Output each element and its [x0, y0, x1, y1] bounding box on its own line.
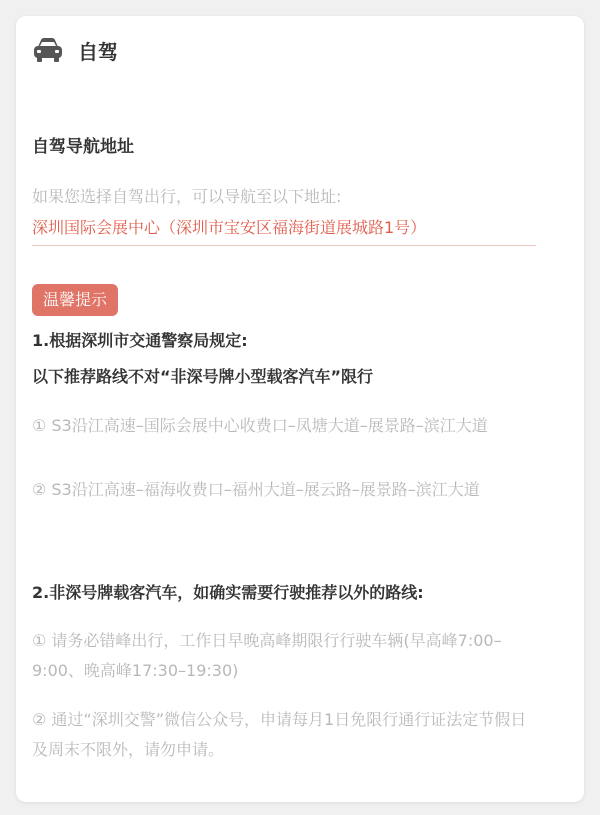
- note-item-2: ② 通过“深圳交警”微信公众号，申请每月1日免限行通行证法定节假日及周末不限外，请勿申请。: [32, 710, 527, 759]
- note-item-1: ① 请务必错峰出行，工作日早晚高峰期限行行驶车辆(早高峰7:00–9:00、晚高峰17:30–19:30): [32, 631, 502, 680]
- nav-address-link[interactable]: 深圳国际会展中心（深圳市宝安区福海街道展城路1号）: [32, 215, 536, 246]
- car-icon: [32, 36, 64, 64]
- rule-1-title: 1.根据深圳市交通警察局规定:: [32, 331, 248, 350]
- route-item-1: ① S3沿江高速–国际会展中心收费口–凤塘大道–展景路–滨江大道: [32, 416, 488, 435]
- rule-2-title: 2.非深号牌载客汽车，如确实需要行驶推荐以外的路线:: [32, 583, 424, 602]
- nav-address-title: 自驾导航地址: [32, 137, 134, 157]
- rule-1-subtitle: 以下推荐路线不对“非深号牌小型载客汽车”限行: [32, 367, 374, 386]
- page-title: 自驾: [78, 39, 118, 64]
- card-header: [32, 34, 118, 66]
- route-item-2: ② S3沿江高速–福海收费口–福州大道–展云路–展景路–滨江大道: [32, 480, 480, 499]
- nav-description: 如果您选择自驾出行，可以导航至以下地址:: [32, 187, 342, 206]
- warm-tips-badge: 温馨提示: [32, 284, 118, 316]
